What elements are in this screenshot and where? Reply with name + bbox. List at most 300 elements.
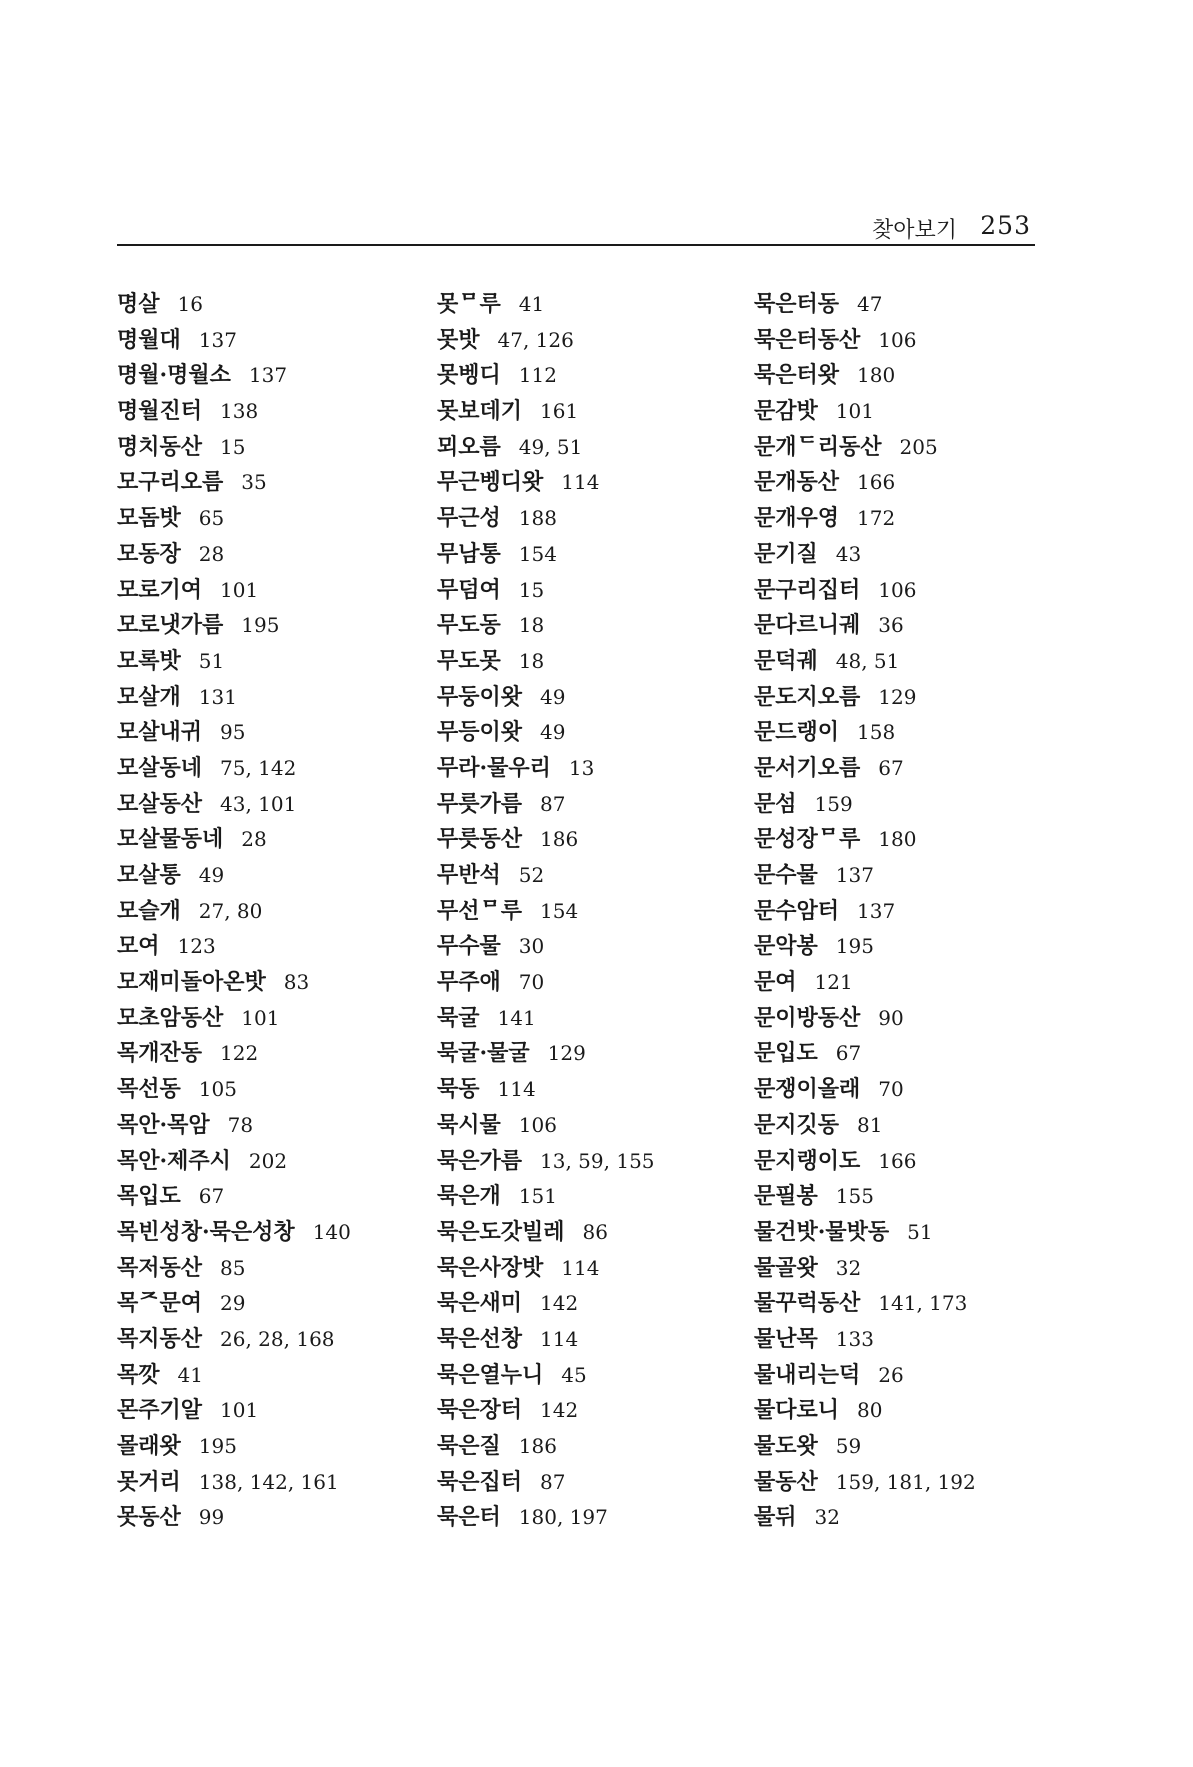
index-term: 명월진터	[117, 398, 203, 425]
index-term: 모로냇가름	[117, 612, 224, 639]
index-page-numbers: 78	[227, 1112, 254, 1137]
index-page-numbers: 80	[857, 1398, 883, 1423]
index-page-numbers: 140	[312, 1219, 351, 1244]
index-page-numbers: 129	[878, 684, 917, 709]
page-number: 253	[980, 211, 1031, 240]
index-term: 못동산	[117, 1504, 181, 1531]
index-column-2	[437, 286, 737, 1535]
index-entry	[437, 1250, 737, 1286]
index-term: 무근벵디왓	[437, 469, 544, 496]
index-term: 묵은열누니	[437, 1361, 544, 1388]
index-page-numbers: 188	[518, 506, 557, 531]
index-entry	[754, 429, 1054, 465]
index-entry	[437, 536, 737, 572]
index-page-numbers: 32	[814, 1505, 840, 1530]
index-entry	[754, 1392, 1054, 1428]
index-term: 문감밧	[754, 398, 818, 425]
index-entry	[117, 1321, 417, 1357]
index-page-numbers: 154	[540, 898, 579, 923]
index-entry	[754, 500, 1054, 536]
index-term: 무도못	[437, 647, 501, 674]
index-page-numbers: 28	[198, 541, 225, 566]
index-term: 문여	[754, 969, 797, 996]
index-term: 묵동	[437, 1076, 480, 1103]
index-term: 묵은집터	[437, 1468, 523, 1495]
index-entry	[437, 1035, 737, 1071]
index-entry	[437, 1428, 737, 1464]
index-page-numbers: 195	[241, 613, 280, 638]
running-title: 찾아보기	[871, 218, 957, 243]
index-entry	[117, 1071, 417, 1107]
index-entry	[754, 1178, 1054, 1214]
index-page-numbers: 112	[518, 363, 557, 388]
index-page-numbers: 99	[198, 1505, 225, 1530]
index-term: 문쟁이올래	[754, 1076, 861, 1103]
index-page-numbers: 83	[283, 970, 310, 995]
index-entry	[754, 679, 1054, 715]
index-term: 문수물	[754, 862, 818, 888]
index-term: 모살동산	[117, 790, 203, 817]
index-term: 무둥이왓	[437, 683, 523, 710]
index-page-numbers: 67	[878, 755, 904, 780]
index-entry	[117, 322, 417, 358]
index-term: 문이방동산	[754, 1004, 861, 1031]
index-entry	[117, 500, 417, 536]
index-term: 무남통	[437, 540, 501, 567]
index-page-numbers: 95	[220, 720, 246, 745]
header-rule	[117, 244, 1035, 246]
index-column-1	[117, 286, 417, 1535]
index-page-numbers: 101	[220, 577, 259, 602]
index-entry	[437, 1285, 737, 1321]
index-page-numbers: 137	[248, 363, 288, 388]
index-page-numbers: 67	[835, 1041, 862, 1066]
index-term: 물내리는덕	[754, 1361, 861, 1388]
index-term: 묵은질	[437, 1433, 501, 1459]
index-page-numbers: 166	[878, 1148, 917, 1173]
index-entry	[117, 464, 417, 500]
index-entry	[754, 1321, 1054, 1357]
index-term: 무덤여	[437, 576, 501, 603]
index-page-numbers: 122	[220, 1041, 259, 1066]
index-term: 물다로니	[754, 1397, 840, 1424]
index-term: 묵은터동산	[754, 326, 861, 353]
index-entry	[117, 786, 417, 822]
index-page-numbers: 123	[177, 934, 216, 959]
index-page-numbers: 45	[561, 1362, 587, 1387]
index-entry	[754, 1499, 1054, 1535]
index-term: 문구리집터	[754, 576, 861, 603]
index-entry	[754, 928, 1054, 964]
index-term: 무근성	[437, 505, 501, 532]
index-page-numbers: 161	[540, 399, 579, 424]
index-term: 물뒤	[754, 1504, 797, 1531]
index-page-numbers: 186	[518, 1434, 557, 1458]
index-entry	[437, 1392, 737, 1428]
index-term: 목ᄌ문여	[117, 1290, 203, 1317]
index-entry	[437, 928, 737, 964]
index-entry	[117, 643, 417, 679]
index-page-numbers: 121	[814, 970, 853, 995]
index-term: 목안·제주시	[117, 1147, 231, 1174]
index-page-numbers: 32	[835, 1255, 862, 1280]
index-term: 문서기오름	[754, 754, 861, 781]
index-entry	[117, 357, 417, 393]
index-term: 명살	[117, 291, 160, 317]
index-entry	[117, 1214, 417, 1250]
index-page-numbers: 27, 80	[198, 898, 263, 923]
index-page-numbers: 65	[198, 506, 225, 531]
index-term: 모로기여	[117, 576, 203, 603]
index-entry	[117, 393, 417, 429]
index-page-numbers: 151	[518, 1184, 557, 1209]
index-page-numbers: 172	[857, 506, 896, 531]
index-entry	[437, 1321, 737, 1357]
index-entry	[117, 1000, 417, 1036]
index-entry	[754, 1428, 1054, 1464]
index-page-numbers: 48, 51	[835, 648, 900, 673]
index-entry	[754, 536, 1054, 572]
index-term: 문다르니궤	[754, 612, 861, 639]
index-page-numbers: 180, 197	[518, 1505, 608, 1530]
index-term: 무릇동산	[437, 826, 523, 853]
index-term: 문기질	[754, 540, 818, 567]
index-entry	[754, 1464, 1054, 1500]
index-entry	[437, 893, 737, 929]
index-entry	[754, 322, 1054, 358]
index-entry	[437, 607, 737, 643]
index-term: 모돔밧	[117, 505, 181, 532]
index-entry	[437, 643, 737, 679]
index-entry	[117, 607, 417, 643]
index-term: 명월대	[117, 326, 181, 353]
index-page-numbers: 114	[497, 1077, 536, 1102]
index-page-numbers: 205	[899, 434, 938, 459]
index-term: 목선동	[117, 1076, 181, 1103]
index-term: 문성장ᄆ루	[754, 826, 861, 853]
index-term: 목지동산	[117, 1325, 203, 1352]
index-term: 묵은선창	[437, 1325, 523, 1352]
index-page-numbers: 106	[878, 327, 917, 352]
index-page-numbers: 106	[518, 1112, 557, 1137]
index-entry	[437, 714, 737, 750]
index-entry	[754, 1071, 1054, 1107]
index-term: 못벵디	[437, 362, 501, 389]
index-term: 목빈성창·묵은성창	[117, 1218, 295, 1245]
index-term: 명월·명월소	[117, 362, 231, 389]
index-page-numbers: 70	[878, 1077, 904, 1102]
index-term: 모살내귀	[117, 719, 203, 746]
index-entry	[117, 679, 417, 715]
index-page-numbers: 41	[177, 1362, 203, 1387]
index-page-numbers: 13	[568, 755, 595, 780]
index-term: 물건밧·물밧동	[754, 1218, 890, 1245]
index-entry	[754, 1285, 1054, 1321]
index-term: 문입도	[754, 1040, 818, 1067]
index-entry	[117, 1250, 417, 1286]
index-entry	[754, 1250, 1054, 1286]
index-page-numbers: 158	[857, 720, 896, 745]
index-entry	[437, 1357, 737, 1393]
index-entry	[754, 786, 1054, 822]
index-term: 문필봉	[754, 1183, 818, 1210]
index-term: 명치동산	[117, 433, 203, 460]
index-page-numbers: 18	[518, 648, 545, 673]
index-page-numbers: 16	[177, 292, 203, 316]
index-term: 무릇가름	[437, 790, 523, 817]
index-page-numbers: 195	[198, 1434, 237, 1458]
index-term: 묵은사장밧	[437, 1254, 544, 1281]
index-page-numbers: 166	[857, 470, 896, 495]
index-page-numbers: 75, 142	[220, 755, 297, 780]
index-page-numbers: 87	[540, 1469, 566, 1494]
index-page-numbers: 26	[878, 1362, 904, 1387]
index-term: 문섬	[754, 790, 797, 817]
index-entry	[754, 572, 1054, 608]
index-entry	[437, 679, 737, 715]
index-column-3	[754, 286, 1054, 1535]
index-page-numbers: 86	[582, 1219, 608, 1244]
index-entry	[117, 1035, 417, 1071]
index-term: 목안·목암	[117, 1111, 210, 1138]
index-term: 목깟	[117, 1361, 160, 1388]
index-entry	[437, 1107, 737, 1143]
index-page-numbers: 41	[518, 292, 545, 316]
index-term: 무라·물우리	[437, 754, 551, 781]
index-term: 물꾸럭동산	[754, 1290, 861, 1317]
index-entry	[754, 964, 1054, 1000]
index-entry	[117, 714, 417, 750]
index-term: 묵은가름	[437, 1147, 523, 1174]
index-page-numbers: 29	[220, 1291, 246, 1316]
index-page-numbers: 137	[857, 898, 896, 923]
index-term: 묵시물	[437, 1111, 501, 1138]
index-page-numbers: 18	[518, 613, 545, 638]
index-entry	[754, 893, 1054, 929]
index-term: 목입도	[117, 1183, 181, 1210]
index-term: 못거리	[117, 1468, 181, 1495]
index-page-numbers: 52	[518, 863, 545, 887]
index-entry	[117, 429, 417, 465]
index-entry	[754, 857, 1054, 893]
index-entry	[437, 1178, 737, 1214]
index-entry	[117, 286, 417, 322]
index-entry	[437, 1214, 737, 1250]
index-page-numbers: 28	[241, 827, 267, 852]
index-page-numbers: 138	[220, 399, 259, 424]
index-entry	[754, 1035, 1054, 1071]
index-term: 문지랭이도	[754, 1147, 861, 1174]
index-term: 모구리오름	[117, 469, 224, 496]
index-page-numbers: 67	[198, 1184, 225, 1209]
index-entry	[754, 393, 1054, 429]
index-page-numbers: 70	[518, 970, 545, 995]
index-page-numbers: 35	[241, 470, 267, 495]
index-term: 목저동산	[117, 1254, 203, 1281]
index-entry	[754, 286, 1054, 322]
index-term: 묵은장터	[437, 1397, 523, 1424]
index-page-numbers: 101	[835, 399, 874, 424]
index-entry	[754, 607, 1054, 643]
index-term: 무도동	[437, 612, 501, 639]
index-term: 무등이왓	[437, 719, 523, 746]
index-page-numbers: 47, 126	[497, 327, 574, 352]
index-entry	[117, 572, 417, 608]
index-term: 무수물	[437, 933, 501, 960]
index-term: 무선ᄆ루	[437, 897, 523, 924]
index-entry	[117, 750, 417, 786]
index-entry	[117, 821, 417, 857]
index-entry	[754, 1000, 1054, 1036]
index-page-numbers: 141	[497, 1005, 536, 1030]
index-term: 못밧	[437, 326, 480, 353]
index-entry	[117, 536, 417, 572]
index-page-numbers: 15	[220, 434, 246, 459]
index-term: 몬주기알	[117, 1397, 203, 1424]
index-term: 모록밧	[117, 647, 181, 674]
index-page-numbers: 195	[835, 934, 874, 959]
index-entry	[437, 464, 737, 500]
index-term: 모살물동네	[117, 826, 224, 853]
index-entry	[437, 857, 737, 893]
index-term: 문수암터	[754, 897, 840, 924]
index-entry	[754, 1143, 1054, 1179]
index-page-numbers: 90	[878, 1005, 904, 1030]
index-entry	[437, 821, 737, 857]
index-term: 문개ᄃ리동산	[754, 433, 882, 460]
index-entry	[437, 322, 737, 358]
index-term: 목개잔동	[117, 1040, 203, 1067]
index-entry	[437, 286, 737, 322]
index-entry	[117, 893, 417, 929]
index-page-numbers: 105	[198, 1077, 237, 1102]
index-page-numbers: 142	[540, 1398, 579, 1423]
index-page-numbers: 180	[857, 363, 896, 388]
index-entry	[117, 1464, 417, 1500]
index-entry	[117, 1392, 417, 1428]
index-entry	[437, 357, 737, 393]
index-term: 문개우영	[754, 505, 840, 532]
index-term: 못ᄆ루	[437, 291, 501, 317]
index-term: 묵은새미	[437, 1290, 523, 1317]
index-entry	[437, 750, 737, 786]
index-page-numbers: 154	[518, 541, 557, 566]
index-term: 문드랭이	[754, 719, 840, 746]
index-entry	[754, 1357, 1054, 1393]
index-page-numbers: 59	[835, 1434, 862, 1458]
index-term: 모살통	[117, 862, 181, 888]
index-page-numbers: 49	[540, 684, 566, 709]
index-term: 모동장	[117, 540, 181, 567]
index-term: 무주애	[437, 969, 501, 996]
index-page-numbers: 85	[220, 1255, 246, 1280]
index-entry	[437, 786, 737, 822]
index-page-numbers: 114	[540, 1326, 579, 1351]
index-entry	[437, 964, 737, 1000]
index-page-numbers: 129	[547, 1041, 586, 1066]
index-page-numbers: 142	[540, 1291, 579, 1316]
index-term: 묵굴·물굴	[437, 1040, 530, 1067]
index-page-numbers: 51	[907, 1219, 933, 1244]
index-entry	[117, 1357, 417, 1393]
index-entry	[117, 928, 417, 964]
index-term: 묵굴	[437, 1004, 480, 1031]
index-term: 물동산	[754, 1468, 818, 1495]
index-page-numbers: 159	[814, 791, 853, 816]
index-page-numbers: 138, 142, 161	[198, 1469, 339, 1494]
index-entry	[437, 1000, 737, 1036]
index-page-numbers: 141, 173	[878, 1291, 968, 1316]
index-page-numbers: 101	[220, 1398, 259, 1423]
index-page-numbers: 87	[540, 791, 566, 816]
index-entry	[437, 1464, 737, 1500]
index-page-numbers: 47	[857, 292, 883, 316]
index-page-numbers: 30	[518, 934, 545, 959]
index-entry	[117, 1107, 417, 1143]
index-page-numbers: 131	[198, 684, 237, 709]
index-page-numbers: 114	[561, 470, 600, 495]
index-term: 몰래왓	[117, 1433, 181, 1459]
index-page-numbers: 51	[198, 648, 225, 673]
index-term: 문악봉	[754, 933, 818, 960]
index-term: 문도지오름	[754, 683, 861, 710]
index-term: 모재미돌아온밧	[117, 969, 266, 996]
index-term: 묵은터왓	[754, 362, 840, 389]
index-page-numbers: 36	[878, 613, 904, 638]
index-entry	[437, 1499, 737, 1535]
index-entry	[117, 1178, 417, 1214]
index-term: 못보데기	[437, 398, 523, 425]
index-entry	[437, 572, 737, 608]
index-term: 모여	[117, 933, 160, 960]
index-entry	[437, 1143, 737, 1179]
index-entry	[437, 393, 737, 429]
running-header	[117, 207, 1035, 243]
index-term: 문지깃동	[754, 1111, 840, 1138]
index-term: 묵은도갓빌레	[437, 1218, 565, 1245]
index-term: 묵은터	[437, 1504, 501, 1531]
index-entry	[117, 1428, 417, 1464]
index-entry	[754, 1107, 1054, 1143]
index-page-numbers: 137	[198, 327, 237, 352]
index-page-numbers: 43	[835, 541, 862, 566]
index-page-numbers: 114	[561, 1255, 600, 1280]
index-entry	[754, 750, 1054, 786]
index-term: 모살동네	[117, 754, 203, 781]
index-entry	[754, 643, 1054, 679]
index-term: 문덕궤	[754, 647, 818, 674]
index-term: 묵은터동	[754, 291, 840, 317]
index-term: 모슬개	[117, 897, 181, 924]
index-page-numbers: 133	[835, 1326, 874, 1351]
index-entry	[117, 1499, 417, 1535]
index-page-numbers: 155	[835, 1184, 874, 1209]
index-term: 묵은개	[437, 1183, 501, 1210]
index-page-numbers: 101	[241, 1005, 280, 1030]
index-page-numbers: 49	[540, 720, 566, 745]
index-term: 물난목	[754, 1325, 818, 1352]
index-page-numbers: 106	[878, 577, 917, 602]
index-page-numbers: 15	[518, 577, 545, 602]
index-term: 무반석	[437, 862, 501, 888]
index-page-numbers: 26, 28, 168	[220, 1326, 335, 1351]
index-entry	[437, 500, 737, 536]
index-entry	[117, 964, 417, 1000]
index-term: 뫼오름	[437, 433, 501, 460]
index-entry	[754, 1214, 1054, 1250]
index-entry	[117, 1143, 417, 1179]
index-term: 물도왓	[754, 1433, 818, 1459]
